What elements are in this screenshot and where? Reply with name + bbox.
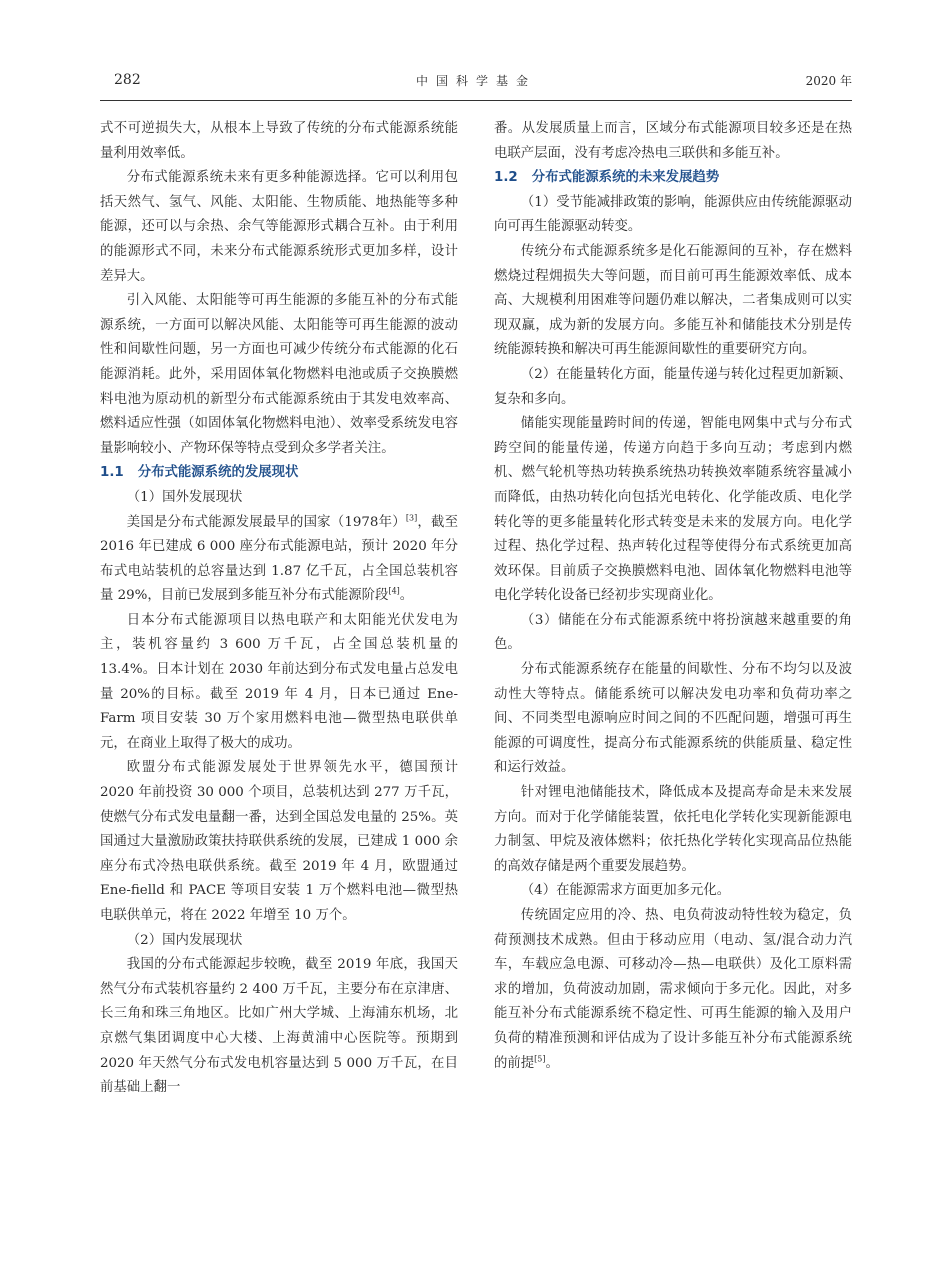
paragraph: 传统分布式能源系统多是化石能源间的互补，存在燃料燃烧过程㶲损失大等问题，而目前可再生能源效率低、成本高、大规模利用困难等问题仍难以解决，二者集成则可以实现双赢，成为新的发展方向。多能互补和储能技术分别是传统能源转换和解决可再生能源间歇性的重要研究方向。 bbox=[494, 243, 852, 358]
page-header bbox=[100, 70, 852, 101]
paragraph: 针对锂电池储能技术，降低成本及提高寿命是未来发展方向。而对于化学储能装置，依托电化学转化实现新能源电力制氢、甲烷及液体燃料；依托热化学转化实现高品位热能的高效存储是两个重要发展趋势。 bbox=[494, 785, 852, 874]
journal-title: 中国科学基金 bbox=[415, 74, 536, 88]
paragraph bbox=[100, 511, 458, 609]
paragraph: 我国的分布式能源起步较晚，截至 2019 年底，我国天然气分布式装机容量约 2 400 万千瓦，主要分布在京津唐、长三角和珠三角地区。比如广州大学城、上海浦东机场，北京燃气集团调度中心大楼、上海黄浦中心医院等。预期到 2020 年天然气分布式发电机容量达到 5 000 万千瓦，在目前基础上翻一 bbox=[100, 957, 458, 1096]
paragraph: 番。从发展质量上而言，区域分布式能源项目较多还是在热电联产层面，没有考虑冷热电三联供和多能互补。 bbox=[494, 121, 852, 161]
section-number: 1.2 bbox=[494, 170, 518, 186]
citation-ref: [4] bbox=[388, 586, 400, 596]
text-run: 。 bbox=[399, 588, 414, 604]
paragraph: （4）在能源需求方面更加多元化。 bbox=[520, 883, 731, 899]
page-number: 282 bbox=[114, 72, 141, 88]
publication-year: 2020 年 bbox=[805, 74, 852, 88]
citation-ref: [5] bbox=[534, 1054, 546, 1064]
subsection-label: （1）国外发展现状 bbox=[126, 489, 243, 505]
subsection-label: （2）国内发展现状 bbox=[126, 932, 243, 948]
paragraph: 日本分布式能源项目以热电联产和太阳能光伏发电为主，装机容量约 3 600 万千瓦，占全国总装机量的 13.4%。日本计划在 2030 年前达到分布式发电量占总发电量 20%的目标。截至 2019 年 4 月，日本已通过 Ene-Farm 项目安装 30 万个家用燃料电池—微型热电联供单元，在商业上取得了极大的成功。 bbox=[100, 612, 458, 751]
text-run: 。 bbox=[545, 1055, 559, 1071]
paragraph: 欧盟分布式能源发展处于世界领先水平，德国预计 2020 年前投资 30 000 个项目，总装机达到 277 万千瓦，使燃气分布式发电量翻一番，达到全国总发电量的 25%。英国通过大量激励政策扶持联供系统的发展，已建成 1 000 余座分布式冷热电联供系统。截至 2019 年 4 月，欧盟通过 Ene-fielld 和 PACE 等项目安装 1 万个燃料电池—微型热电联供单元，将在 2022 年增至 10 万个。 bbox=[100, 760, 458, 923]
paragraph: 分布式能源系统存在能量的间歇性、分布不均匀以及波动性大等特点。储能系统可以解决发电功率和负荷功率之间、不同类型电源响应时间之间的不匹配问题，增强可再生能源的可调度性，提高分布式能源系统的供能质量、稳定性和运行效益。 bbox=[494, 662, 852, 776]
section-number: 1.1 bbox=[100, 465, 124, 481]
text-run: ，截至 2016 年已建成 6 000 座分布式能源电站，预计 2020 年分布式电站装机的总容量达到 1.87 亿千瓦，占全国总装机容量 29%，目前已发展到多能互补分布式能源阶段 bbox=[100, 514, 458, 604]
paragraph: 式不可逆损失大，从根本上导致了传统的分布式能源系统能量利用效率低。 bbox=[100, 121, 458, 161]
paragraph: （1）受节能减排政策的影响，能源供应由传统能源驱动向可再生能源驱动转变。 bbox=[494, 194, 852, 235]
section-title: 分布式能源系统的发展现状 bbox=[137, 465, 299, 481]
paragraph: （2）在能量转化方面，能量传递与转化过程更加新颖、复杂和多向。 bbox=[494, 366, 852, 407]
section-title: 分布式能源系统的未来发展趋势 bbox=[531, 170, 720, 186]
text-run: 美国是分布式能源发展最早的国家（1978年） bbox=[126, 514, 406, 530]
left-column bbox=[100, 117, 458, 1101]
paragraph: 分布式能源系统未来有更多种能源选择。它可以利用包括天然气、氢气、风能、太阳能、生物质能、地热能等多种能源，还可以与余热、余气等能源形式耦合互补。由于利用的能源形式不同，未来分布式能源系统形式更加多样，设计差异大。 bbox=[100, 170, 458, 284]
paragraph: 储能实现能量跨时间的传递，智能电网集中式与分布式跨空间的能量传递，传递方向趋于多向互动；考虑到内燃机、燃气轮机等热功转换系统热功转换效率随系统容量减小而降低，由热功转化向包括光电转化、化学能改质、电化学转化等的更多能量转化形式转变是未来的发展方向。电化学过程、热化学过程、热声转化过程等使得分布式系统更加高效环保。目前质子交换膜燃料电池、固体氧化物燃料电池等电化学转化设备已经初步实现商业化。 bbox=[494, 416, 852, 604]
citation-ref: [3] bbox=[405, 513, 418, 523]
paragraph: 引入风能、太阳能等可再生能源的多能互补的分布式能源系统，一方面可以解决风能、太阳能等可再生能源的波动性和间歇性问题，另一方面也可减少传统分布式能源的化石能源消耗。此外，采用固体氧化物燃料电池或质子交换膜燃料电池为原动机的新型分布式能源系统由于其发电效率高、燃料适应性强（如固体氧化物燃料电池）、效率受系统发电容量影响较小、产物环保等特点受到众多学者关注。 bbox=[100, 293, 458, 456]
paragraph: （3）储能在分布式能源系统中将扮演越来越重要的角色。 bbox=[494, 612, 852, 653]
paragraph bbox=[494, 904, 852, 1076]
section-heading-1-2 bbox=[494, 166, 852, 191]
section-heading-1-1 bbox=[100, 461, 458, 486]
text-run: 传统固定应用的冷、热、电负荷波动特性较为稳定，负荷预测技术成熟。但由于移动应用（电动、氢/混合动力汽车，车载应急电源、可移动冷—热—电联供）及化工原料需求的增加，负荷波动加剧，需求倾向于多元化。因此，对多能互补分布式能源系统不稳定性、可再生能源的输入及用户负荷的精准预测和评估成为了设计多能互补分布式能源系统的前提 bbox=[494, 908, 852, 1071]
right-column bbox=[494, 117, 852, 1076]
